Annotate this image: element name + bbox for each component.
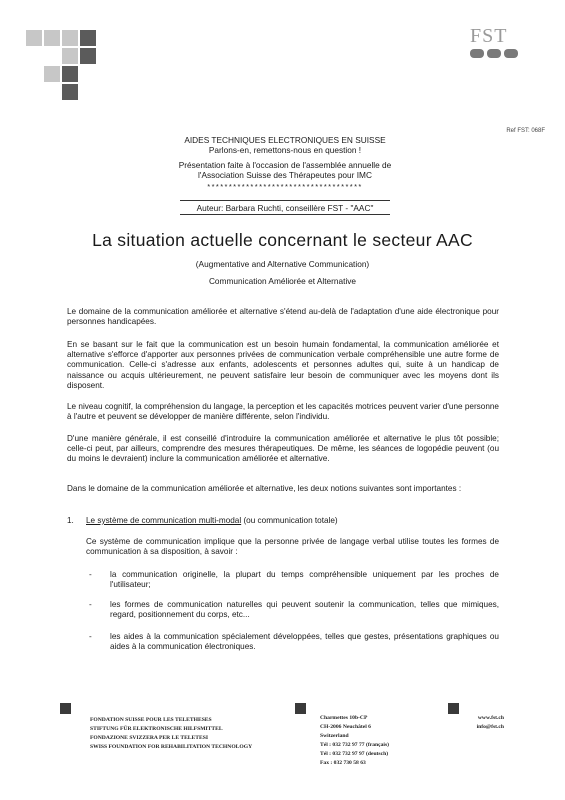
footer-square (448, 703, 459, 714)
fst-logo (470, 26, 520, 66)
header-line: AIDES TECHNIQUES ELECTRONIQUES EN SUISSE (184, 135, 386, 145)
decor-square (62, 66, 78, 82)
paragraph: En se basant sur le fait que la communication est un besoin humain fondamental, la communication améliorée et alternative s'efforce d'apporter aux personnes privées de communication verbale compréhensible une autre forme de communication. Celle-ci s'adresse aux enfants, adolescents et personnes adultes qui, suite à un handicap de naissance ou acquis ultérieurement, ne peuvent satisfaire leur besoin de communiquer avec les moyens dont ils disposent. (67, 340, 499, 390)
paragraph: Dans le domaine de la communication améliorée et alternative, les deux notions suivantes sont importantes : (67, 484, 462, 493)
bullet-dash: - (89, 570, 92, 579)
footer-line: CH-2006 Neuchâtel 6 (320, 724, 371, 730)
footer-line: STIFTUNG FÜR ELEKTRONISCHE HILFSMITTEL (90, 726, 223, 732)
bullet-dash: - (89, 632, 92, 641)
bullet-dash: - (89, 600, 92, 609)
bullet-item: les aides à la communication spécialement développées, telles que gestes, présentations graphiques ou aides à la communication électroniques. (110, 632, 499, 652)
paragraph: D'une manière générale, il est conseillé d'introduire la communication améliorée et alternative le plus tôt possible; celle-ci peut, par ailleurs, comprendre des mesures thérapeutiques. De même, les séances de logopédie peuvent (ou du moins le devraient) inclure la communication améliorée et alternative. (67, 434, 499, 464)
decor-square (44, 30, 60, 46)
list-item-title (86, 516, 338, 526)
list-item-intro: Ce système de communication implique que la personne privée de langage verbal utilise toutes les formes de communication à sa disposition, à savoir : (86, 537, 499, 557)
footer-foundation-names (90, 716, 252, 752)
list-item-title-rest: (ou communication totale) (241, 516, 338, 525)
paragraph: Le niveau cognitif, la compréhension du langage, la perception et les capacités motrices peuvent varier d'une personne à l'autre et peuvent se développer de manière différente, selon l'individu. (67, 402, 499, 422)
footer-square (295, 703, 306, 714)
footer-line: SWISS FOUNDATION FOR REHABILITATION TECHNOLOGY (90, 744, 253, 750)
footer-website-link[interactable]: www.fst.ch (477, 715, 504, 721)
fst-wave-mark-icon (470, 49, 520, 58)
bullet-item: les formes de communication naturelles qui peuvent soutenir la communication, telles que mimiques, regard, positionnement du corps, etc... (110, 600, 499, 620)
header-line: Parlons-en, remettons-nous en question ! (208, 145, 362, 156)
decor-square (62, 48, 78, 64)
footer-web (470, 714, 504, 732)
decor-square (80, 48, 96, 64)
subtitle: Communication Améliorée et Alternative (208, 276, 357, 286)
reference-number: Ref FST: 068F (506, 128, 545, 134)
footer-line: FONDATION SUISSE POUR LES TELETHESES (90, 717, 212, 723)
logo-text: FST (470, 25, 508, 47)
list-item-title-underlined: Le système de communication multi-modal (86, 516, 242, 525)
footer-line: Tél : 032 732 97 97 (deutsch) (320, 751, 389, 757)
footer-address (320, 714, 389, 768)
header-line: Présentation faite à l'occasion de l'assemblée annuelle de (178, 160, 392, 170)
footer-line: Fax : 032 730 58 63 (320, 760, 366, 766)
footer-line: Switzerland (320, 733, 349, 739)
header-line: l'Association Suisse des Thérapeutes pour IMC (198, 170, 372, 181)
footer-line: FONDAZIONE SVIZZERA PER LE TELETESI (90, 735, 209, 741)
subtitle: (Augmentative and Alternative Communication) (195, 259, 370, 269)
author-line: Auteur: Barbara Ruchti, conseillère FST - "AAC" (196, 203, 374, 213)
decor-square (62, 84, 78, 100)
decor-square (62, 30, 78, 46)
document-title: La situation actuelle concernant le secteur AAC (92, 230, 473, 250)
bullet-item: la communication originelle, la plupart du temps compréhensible uniquement par les proches de l'utilisateur; (110, 570, 499, 590)
decor-square (26, 30, 42, 46)
divider (180, 200, 390, 201)
list-number: 1. (67, 516, 74, 525)
divider (180, 214, 390, 215)
decor-square (44, 66, 60, 82)
footer-square (60, 703, 71, 714)
footer-line: Charmettes 10b-CP (320, 715, 368, 721)
footer-email-link[interactable]: info@fst.ch (476, 724, 504, 730)
header-lines-bottom (60, 160, 510, 181)
paragraph: Le domaine de la communication améliorée et alternative s'étend au-delà de l'adaptation d'une aide électronique pour personnes handicapées. (67, 307, 499, 327)
decor-square (80, 30, 96, 46)
footer-line: Tél : 032 732 97 77 (français) (320, 742, 389, 748)
star-separator: ************************************ (207, 182, 363, 191)
header-lines-top (60, 135, 510, 156)
